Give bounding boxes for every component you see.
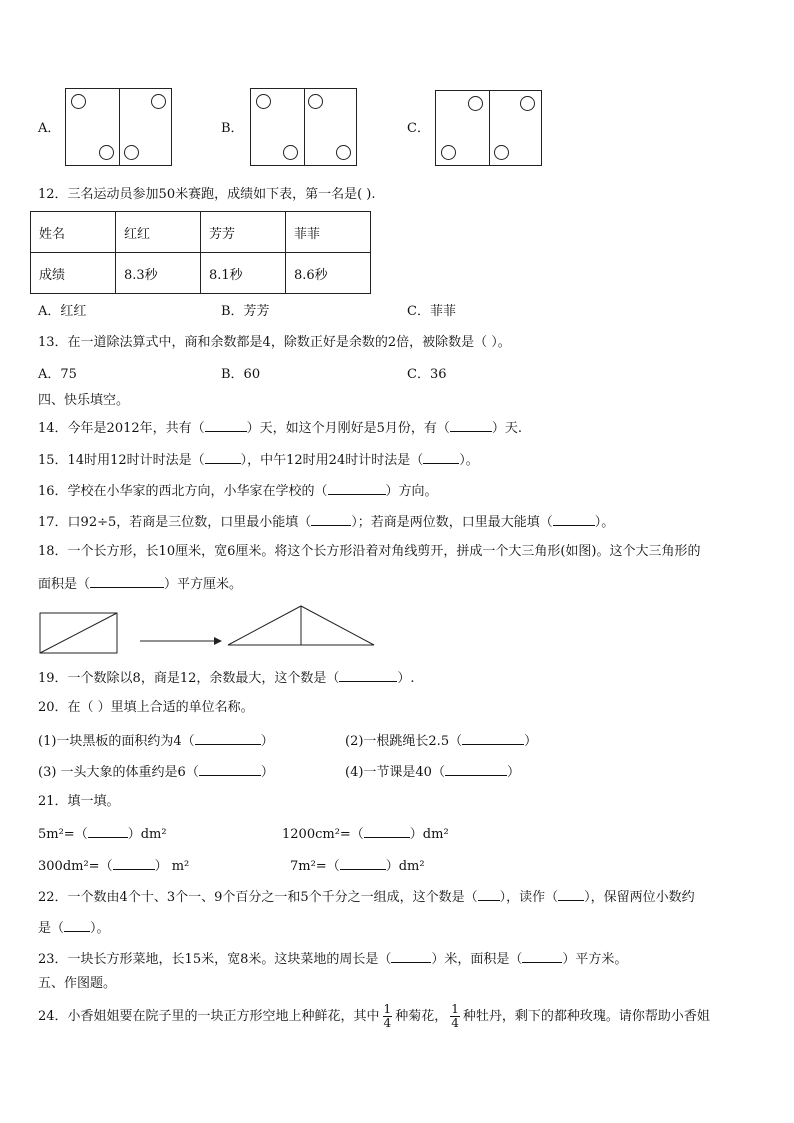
text: 5m²=（ bbox=[38, 827, 88, 842]
answer-blank[interactable] bbox=[340, 856, 386, 870]
question-16 bbox=[38, 481, 438, 501]
answer-blank[interactable] bbox=[88, 824, 128, 838]
table-cell: 菲菲 bbox=[286, 212, 371, 253]
circle bbox=[308, 94, 323, 109]
figure-c bbox=[435, 90, 542, 166]
question-21-stem: 21．填一填。 bbox=[38, 794, 120, 809]
text: 15．14时用12时计时法是（ bbox=[38, 453, 205, 468]
table-cell: 8.6秒 bbox=[286, 253, 371, 294]
text: ）。 bbox=[594, 515, 615, 530]
circle bbox=[494, 145, 509, 160]
table-row bbox=[31, 253, 371, 294]
question-18-line1: 18．一个长方形，长10厘米，宽6厘米。将这个长方形沿着对角线剪开，拼成一个大三角形(如图)。这个大三角形的 bbox=[38, 544, 701, 559]
question-21-d bbox=[290, 856, 425, 876]
question-21-a bbox=[38, 824, 167, 844]
text: 种菊花， bbox=[395, 1009, 448, 1024]
text: ） bbox=[260, 765, 274, 780]
text: ）dm² bbox=[409, 827, 449, 842]
score-table bbox=[30, 211, 371, 294]
text: ）dm² bbox=[385, 859, 425, 874]
text: ）天，如这个月刚好是5月份，有（ bbox=[246, 421, 450, 436]
option-c-label: C． bbox=[407, 121, 430, 136]
answer-blank[interactable] bbox=[90, 574, 164, 588]
option-b: B．芳芳 bbox=[221, 304, 270, 319]
answer-blank[interactable] bbox=[311, 512, 351, 526]
text: 7m²=（ bbox=[290, 859, 340, 874]
table-cell: 红红 bbox=[116, 212, 201, 253]
answer-blank[interactable] bbox=[423, 450, 459, 464]
text: 19．一个数除以8，商是12，余数最大，这个数是（ bbox=[38, 671, 340, 686]
fraction-denominator: 4 bbox=[383, 1016, 392, 1030]
text: ）dm² bbox=[127, 827, 167, 842]
circle bbox=[151, 94, 166, 109]
arrow-head bbox=[214, 637, 222, 645]
answer-blank[interactable] bbox=[113, 856, 155, 870]
diagonal bbox=[40, 613, 117, 653]
answer-blank[interactable] bbox=[478, 887, 500, 901]
text: 种牡丹，剩下的都种玫瑰。请你帮助小香姐 bbox=[462, 1009, 710, 1024]
answer-blank[interactable] bbox=[391, 949, 431, 963]
circle bbox=[441, 145, 456, 160]
text: (3) 一头大象的体重约是6（ bbox=[38, 765, 199, 780]
answer-blank[interactable] bbox=[558, 887, 584, 901]
circle bbox=[283, 145, 298, 160]
question-20-stem: 20．在（ ）里填上合适的单位名称。 bbox=[38, 700, 254, 715]
text: ）。 bbox=[459, 453, 479, 468]
text: 22．一个数由4个十、3个一、9个百分之一和5个千分之一组成，这个数是（ bbox=[38, 890, 478, 905]
answer-blank[interactable] bbox=[199, 762, 261, 776]
figure-b bbox=[250, 88, 357, 166]
answer-blank[interactable] bbox=[522, 949, 562, 963]
question-20-item-4 bbox=[345, 762, 520, 782]
text: ）天. bbox=[491, 421, 523, 436]
section-heading: 四、快乐填空。 bbox=[38, 393, 130, 408]
text: ） bbox=[506, 765, 520, 780]
fraction-numerator: 1 bbox=[451, 1002, 459, 1016]
answer-blank[interactable] bbox=[195, 731, 261, 745]
fraction bbox=[383, 1003, 393, 1030]
question-18-line2 bbox=[38, 574, 242, 594]
text: 17．口92÷5，若商是三位数，口里最小能填（ bbox=[38, 515, 312, 530]
text: ） bbox=[524, 734, 538, 749]
question-13-stem: 13．在一道除法算式中，商和余数都是4，除数正好是余数的2倍，被除数是（ ）。 bbox=[38, 335, 511, 350]
circle bbox=[71, 94, 86, 109]
circle bbox=[520, 96, 535, 111]
answer-blank[interactable] bbox=[205, 418, 247, 432]
text: ）平方厘米。 bbox=[164, 577, 243, 592]
option-c: C．36 bbox=[407, 367, 447, 382]
option-b-label: B． bbox=[221, 121, 244, 136]
text: 1200cm²=（ bbox=[282, 827, 364, 842]
table-cell: 成绩 bbox=[31, 253, 116, 294]
answer-blank[interactable] bbox=[462, 731, 524, 745]
question-20-item-1 bbox=[38, 731, 274, 751]
fraction-denominator: 4 bbox=[451, 1016, 459, 1030]
answer-blank[interactable] bbox=[339, 668, 397, 682]
option-a: A．75 bbox=[38, 367, 77, 382]
text: 是（ bbox=[38, 921, 65, 936]
question-19 bbox=[38, 668, 415, 688]
answer-blank[interactable] bbox=[364, 824, 410, 838]
table-cell: 芳芳 bbox=[201, 212, 286, 253]
option-a: A．红红 bbox=[38, 304, 87, 319]
answer-blank[interactable] bbox=[450, 418, 492, 432]
question-24 bbox=[38, 1002, 710, 1032]
question-21-b bbox=[282, 824, 449, 844]
circle bbox=[336, 145, 351, 160]
text: ）。 bbox=[90, 921, 110, 936]
circle bbox=[256, 94, 271, 109]
question-15 bbox=[38, 450, 479, 470]
text: 14．今年是2012年，共有（ bbox=[38, 421, 205, 436]
question-22-line1 bbox=[38, 887, 695, 907]
table-cell: 8.1秒 bbox=[201, 253, 286, 294]
answer-blank[interactable] bbox=[64, 918, 90, 932]
text: (4)一节课是40（ bbox=[345, 765, 445, 780]
rectangle-to-triangle-diagram bbox=[38, 603, 378, 655]
text: ） m² bbox=[154, 859, 190, 874]
fraction bbox=[450, 1003, 460, 1030]
text: ）方向。 bbox=[385, 484, 438, 499]
figure-a bbox=[65, 88, 172, 166]
text: ）米，面积是（ bbox=[431, 952, 523, 967]
question-12-stem: 12．三名运动员参加50米赛跑，成绩如下表，第一名是( ). bbox=[38, 187, 376, 202]
circle bbox=[99, 145, 114, 160]
fraction-numerator: 1 bbox=[383, 1002, 392, 1016]
table-cell: 姓名 bbox=[31, 212, 116, 253]
text: 24．小香姐姐要在院子里的一块正方形空地上种鲜花，其中 bbox=[38, 1009, 380, 1024]
text: ），中午12时用24时计时法是（ bbox=[240, 453, 424, 468]
question-22-line2 bbox=[38, 918, 110, 938]
text: ），读作（ bbox=[499, 890, 559, 905]
question-20-item-3 bbox=[38, 762, 274, 782]
table-row bbox=[31, 212, 371, 253]
question-17 bbox=[38, 512, 614, 532]
text: ）. bbox=[397, 671, 415, 686]
text: ） bbox=[260, 734, 274, 749]
question-20-item-2 bbox=[345, 731, 537, 751]
text: 23．一块长方形菜地，长15米，宽8米。这块菜地的周长是（ bbox=[38, 952, 392, 967]
option-c: C．菲菲 bbox=[407, 304, 456, 319]
text: 16．学校在小华家的西北方向，小华家在学校的（ bbox=[38, 484, 328, 499]
text: ），保留两位小数约 bbox=[584, 890, 695, 905]
circle bbox=[124, 145, 139, 160]
question-14 bbox=[38, 418, 522, 438]
answer-blank[interactable] bbox=[445, 762, 507, 776]
answer-blank[interactable] bbox=[553, 512, 595, 526]
answer-blank[interactable] bbox=[205, 450, 241, 464]
text: ）；若商是两位数，口里最大能填（ bbox=[351, 515, 553, 530]
question-23 bbox=[38, 949, 627, 969]
text: 300dm²=（ bbox=[38, 859, 113, 874]
text: ）平方米。 bbox=[562, 952, 628, 967]
answer-blank[interactable] bbox=[328, 481, 386, 495]
table-cell: 8.3秒 bbox=[116, 253, 201, 294]
text: (1)一块黑板的面积约为4（ bbox=[38, 734, 195, 749]
section-heading: 五、作图题。 bbox=[38, 976, 117, 991]
text: 面积是（ bbox=[38, 577, 91, 592]
question-21-c bbox=[38, 856, 189, 876]
option-a-label: A． bbox=[38, 121, 61, 136]
option-b: B．60 bbox=[221, 367, 261, 382]
text: (2)一根跳绳长2.5（ bbox=[345, 734, 463, 749]
circle bbox=[468, 96, 483, 111]
